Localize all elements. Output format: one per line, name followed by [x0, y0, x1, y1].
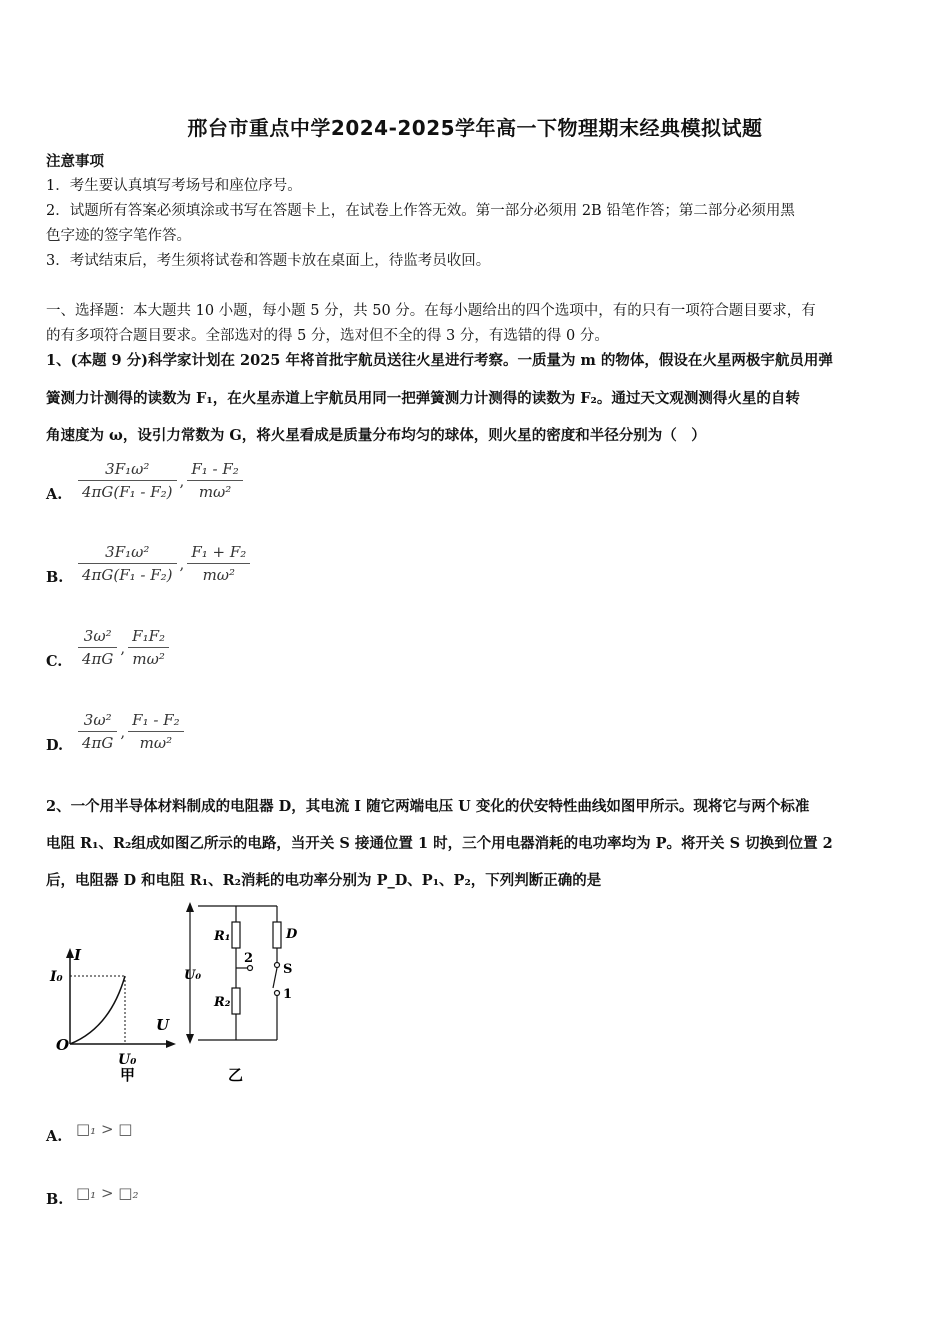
voltage-arrow-bottom-icon	[186, 1034, 194, 1044]
fraction-numerator: F₁ + F₂	[187, 543, 250, 564]
circuit-figure	[184, 902, 298, 1084]
q1-option-a-label[interactable]: A.	[46, 486, 63, 503]
terminal-1-label: 1	[283, 987, 293, 1002]
fraction-numerator: F₁F₂	[128, 627, 169, 648]
resistor-d	[273, 922, 281, 948]
iv-curve-figure	[49, 946, 176, 1084]
x-axis-label: U	[156, 1016, 170, 1034]
fraction-denominator: 4πG	[82, 650, 114, 668]
terminal-2-label: 2	[244, 951, 254, 966]
q2-figures	[40, 898, 330, 1088]
u0-label: U₀	[118, 1052, 137, 1068]
q2-option-b-text: □₁ > □₂	[76, 1184, 139, 1202]
d-label: D	[286, 927, 298, 942]
fraction-numerator: 3F₁ω²	[78, 460, 177, 481]
notice-item-2a: 2．试题所有答案必须填涂或书写在答题卡上，在试卷上作答无效。第一部分必须用 2B 铅笔作答；第二部分必须用黑	[46, 203, 795, 219]
q1-option-d-label[interactable]: D.	[46, 737, 64, 754]
figure-jia-caption: 甲	[120, 1066, 136, 1084]
fraction-denominator: 4πG(F₁ - F₂)	[82, 566, 173, 584]
terminal-1	[275, 991, 280, 996]
section-intro-2: 的有多项符合题目要求。全部选对的得 5 分，选对但不全的得 3 分，有选错的得 0 分。	[46, 328, 609, 344]
fraction-denominator: 4πG	[82, 734, 114, 752]
figure-yi-caption: 乙	[228, 1066, 244, 1084]
q2-option-a-label[interactable]: A.	[46, 1128, 63, 1145]
q1-line-3: 角速度为 ω，设引力常数为 G，将火星看成是质量分布均匀的球体，则火星的密度和半径分别为（ ）	[46, 427, 706, 444]
fraction-denominator: mω²	[132, 650, 165, 668]
fraction-numerator: 3ω²	[78, 627, 117, 648]
q1-option-c-label[interactable]: C.	[46, 653, 63, 670]
fraction-numerator: F₁ - F₂	[187, 460, 242, 481]
fraction-numerator: 3ω²	[78, 711, 117, 732]
switch-blade[interactable]	[273, 968, 277, 988]
fraction-denominator: mω²	[198, 483, 232, 501]
resistor-r2	[232, 988, 240, 1014]
q2-option-a-text: □₁ > □	[76, 1120, 133, 1138]
fraction-numerator: F₁ - F₂	[128, 711, 183, 732]
notice-item-3: 3．考试结束后，考生须将试卷和答题卡放在桌面上，待监考员收回。	[46, 253, 491, 269]
q1-option-b-label[interactable]: B.	[46, 569, 64, 586]
voltage-arrow-top-icon	[186, 902, 194, 912]
i0-label: I₀	[50, 969, 63, 985]
resistor-r1	[232, 922, 240, 948]
q1-option-b-formula: $\frac{\text{3F₁ω²}}{\text{4πG(F₁ - F₂)}}$ , $\frac{\text{F₁ + F₂}}{\text{mω²}}$	[76, 543, 252, 584]
iv-curve	[70, 976, 125, 1044]
x-axis-arrow-icon	[166, 1040, 176, 1048]
section-intro-1: 一、选择题：本大题共 10 小题，每小题 5 分，共 50 分。在每小题给出的四个选项中，有的只有一项符合题目要求，有	[46, 303, 816, 319]
r1-label: R₁	[214, 929, 231, 944]
fraction-denominator: 4πG(F₁ - F₂)	[82, 483, 173, 501]
q2-line-3: 后，电阻器 D 和电阻 R₁、R₂消耗的电功率分别为 P_D、P₁、P₂，下列判断正确的是	[46, 872, 602, 889]
r2-label: R₂	[214, 995, 231, 1010]
q1-option-a-formula: $\frac{\text{3F₁ω²}}{\text{4πG(F₁ - F₂)}}$ , $\frac{\text{F₁ - F₂}}{\text{mω²}}$	[76, 460, 245, 501]
y-axis-arrow-icon	[66, 948, 74, 958]
u0-source-label: U₀	[184, 968, 202, 983]
origin-label: O	[56, 1036, 70, 1054]
notice-heading: 注意事项	[46, 153, 104, 170]
q2-line-2: 电阻 R₁、R₂组成如图乙所示的电路，当开关 S 接通位置 1 时，三个用电器消耗的电功率均为 P。将开关 S 切换到位置 2	[46, 835, 833, 852]
y-axis-label: I	[74, 946, 82, 964]
fraction-numerator: 3F₁ω²	[78, 543, 177, 564]
notice-item-1: 1．考生要认真填写考场号和座位序号。	[46, 178, 302, 194]
q2-line-1: 2、一个用半导体材料制成的电阻器 D，其电流 I 随它两端电压 U 变化的伏安特性曲线如图甲所示。现将它与两个标准	[46, 798, 810, 815]
fraction-denominator: mω²	[202, 566, 236, 584]
notice-item-2b: 色字迹的签字笔作答。	[46, 228, 191, 244]
q1-line-2: 簧测力计测得的读数为 F₁，在火星赤道上宇航员用同一把弹簧测力计测得的读数为 F₂。通过天文观测测得火星的自转	[46, 390, 800, 407]
switch-label: S	[283, 962, 293, 977]
q1-option-d-formula: $\frac{\text{3ω²}}{4\pi G}$ , $\frac{\text{F₁ - F₂}}{\text{mω²}}$	[76, 711, 186, 752]
terminal-2	[248, 966, 253, 971]
fraction-denominator: mω²	[139, 734, 173, 752]
switch-pivot	[275, 963, 280, 968]
q1-option-c-formula: $\frac{\text{3ω²}}{4\pi G}$ , $\frac{\text{F₁F₂}}{\text{mω²}}$	[76, 627, 171, 668]
q1-line-1: 1、(本题 9 分)科学家计划在 2025 年将首批宇航员送往火星进行考察。一质量为 m 的物体，假设在火星两极宇航员用弹	[46, 352, 833, 369]
page-title: 邢台市重点中学2024-2025学年高一下物理期末经典模拟试题	[187, 116, 763, 140]
q2-option-b-label[interactable]: B.	[46, 1191, 64, 1208]
